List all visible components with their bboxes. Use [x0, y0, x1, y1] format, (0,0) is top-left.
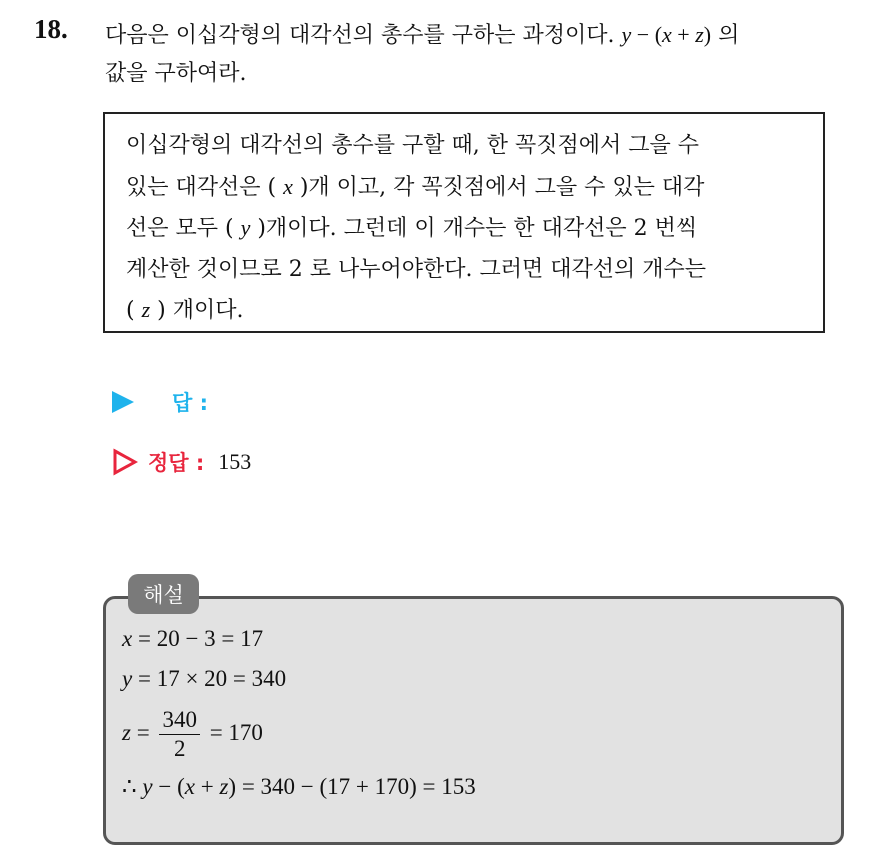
- solution-var-z: z: [122, 719, 131, 745]
- question-expr-x: x: [662, 22, 672, 47]
- question-expr-y: y: [621, 22, 632, 47]
- question-number: 18.: [34, 14, 68, 44]
- solution-line-3: [122, 706, 263, 763]
- question-line1-suffix: 의: [711, 23, 740, 48]
- correct-answer-label: 정답 :: [148, 451, 205, 475]
- question-expr-close: ): [703, 22, 712, 47]
- solution-var-y: y: [122, 666, 133, 691]
- question-line1-text: 다음은 이십각형의 대각선의 총수를 구하는 과정이다.: [105, 23, 615, 48]
- solution-final-plus: +: [194, 774, 220, 799]
- outline-triangle-icon: [112, 448, 138, 476]
- play-triangle-icon: [112, 391, 134, 413]
- problem-line-3a: 선은 모두 (: [126, 216, 241, 241]
- problem-line-2b: )개 이고, 각 꼭짓점에서 그을 수 있는 대각: [292, 174, 705, 200]
- correct-answer-row: [112, 445, 251, 479]
- problem-box: [103, 112, 825, 333]
- solution-final-rest: ) = 340 − (17 + 170) = 153: [228, 774, 476, 799]
- solution-line-3-rest: = 170: [203, 719, 263, 745]
- answer-row: [112, 385, 208, 419]
- question-line2-text: 값을 구하여라.: [105, 61, 247, 86]
- problem-line-2: [126, 167, 803, 209]
- solution-final-x: x: [184, 774, 195, 799]
- problem-var-x: x: [283, 173, 293, 199]
- problem-line-2a: 있는 대각선은 (: [126, 174, 284, 200]
- solution-final-z: z: [219, 774, 229, 799]
- problem-line-5b: ) 개이다.: [150, 298, 244, 323]
- problem-line-3: [126, 208, 803, 250]
- solution-tab: 해설: [128, 574, 199, 614]
- problem-line-4: 계산한 것이므로 2 로 나누어야한다. 그러면 대각선의 개수는: [126, 256, 706, 282]
- fraction-numerator: 340: [159, 706, 200, 735]
- fraction: [159, 706, 200, 763]
- solution-final-minus: − (: [152, 774, 185, 799]
- problem-line-5: [126, 290, 803, 332]
- problem-line-5a: (: [126, 298, 142, 323]
- solution-line-1: [122, 626, 263, 652]
- correct-answer-value: 153: [218, 449, 252, 474]
- problem-var-y: y: [240, 215, 251, 240]
- problem-line-3b: )개이다. 그런데 이 개수는 한 대각선은 2 번씩: [250, 216, 698, 241]
- solution-line-4: [122, 774, 476, 800]
- solution-line-2: [122, 666, 286, 692]
- therefore-symbol: ∴: [122, 774, 143, 799]
- solution-var-x: x: [122, 626, 133, 651]
- solution-line-3-eq: =: [130, 719, 156, 745]
- problem-var-z: z: [141, 297, 151, 322]
- solution-final-y: y: [142, 774, 153, 799]
- solution-line-1-rest: = 20 − 3 = 17: [132, 626, 264, 651]
- fraction-denominator: 2: [173, 736, 186, 761]
- question-expr-plus: +: [671, 22, 696, 47]
- problem-line-1: 이십각형의 대각선의 총수를 구할 때, 한 꼭짓점에서 그을 수: [126, 133, 699, 158]
- question-expr-z: z: [695, 22, 704, 47]
- question-text: [105, 16, 865, 93]
- solution-line-2-rest: = 17 × 20 = 340: [132, 666, 287, 691]
- question-expr-minus: − (: [631, 22, 663, 47]
- answer-label: 답 :: [172, 391, 208, 415]
